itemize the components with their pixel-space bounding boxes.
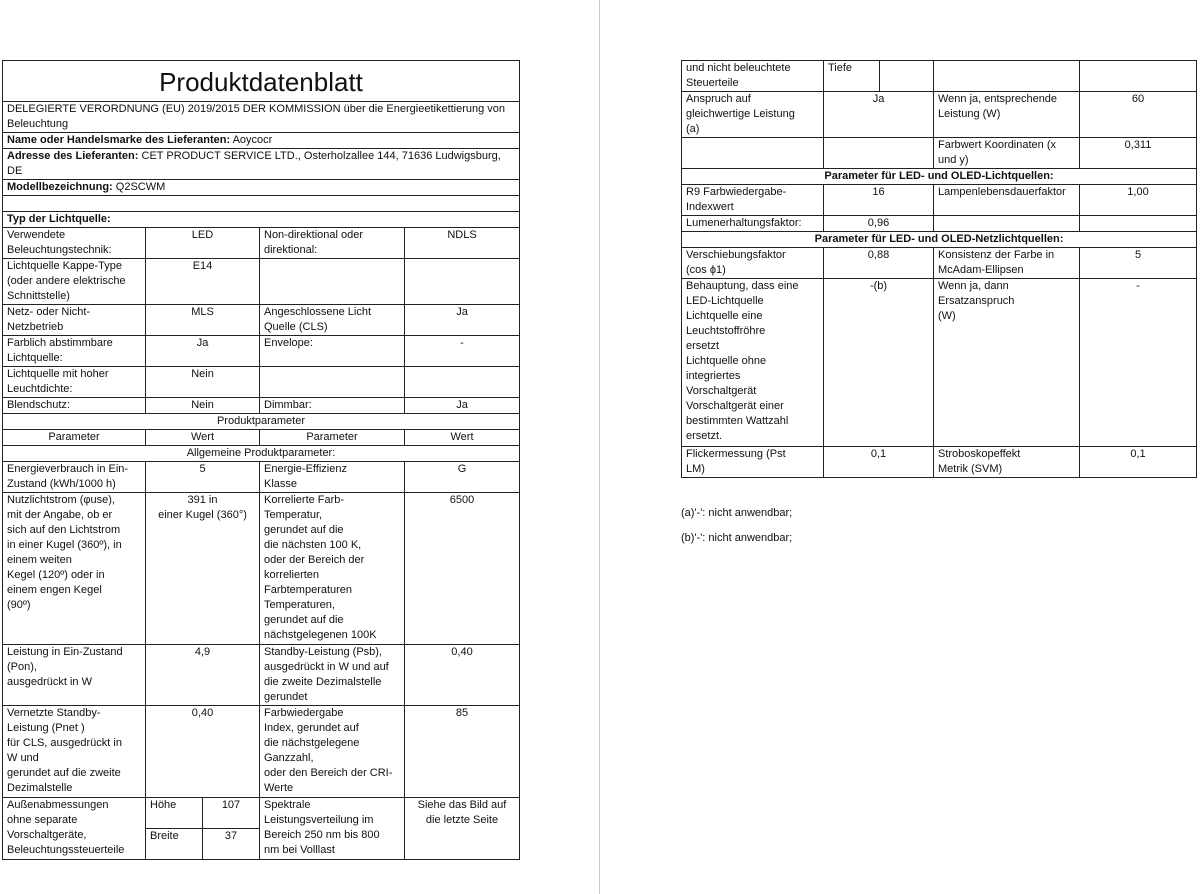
model-label: Modellbezeichnung: bbox=[7, 181, 113, 193]
supplier-label: Name oder Handelsmarke des Lieferanten: bbox=[7, 134, 231, 146]
table-row bbox=[3, 462, 520, 493]
cell: Wenn ja, entsprechende Leistung (W) bbox=[934, 92, 1080, 138]
table-row bbox=[682, 138, 1197, 169]
cell: 391 in einer Kugel (360°) bbox=[146, 493, 260, 645]
cell: Ja bbox=[405, 305, 520, 336]
cell: 1,00 bbox=[1080, 185, 1197, 216]
cell bbox=[405, 259, 520, 305]
cell: LED bbox=[146, 228, 260, 259]
table-row bbox=[682, 92, 1197, 138]
depth-label: Tiefe bbox=[824, 61, 880, 92]
cell: Blendschutz: bbox=[3, 398, 146, 414]
cell: Stroboskopeffekt Metrik (SVM) bbox=[934, 447, 1080, 478]
cell: Spektrale Leistungsverteilung im Bereich 250 nm bis 800 nm bei Volllast bbox=[260, 798, 405, 860]
product-params-heading: Produktparameter bbox=[3, 414, 520, 430]
dimensions-row bbox=[3, 798, 520, 829]
cell: Nein bbox=[146, 367, 260, 398]
height-value: 107 bbox=[203, 798, 260, 829]
supplier-value: Aoycocr bbox=[232, 134, 273, 146]
cell: Verwendete Beleuchtungstechnik: bbox=[3, 228, 146, 259]
cell: Farbwiedergabe Index, gerundet auf die nächstgelegene Ganzzahl, oder den Bereich der CRI- Werte bbox=[260, 706, 405, 798]
cell: Vernetzte Standby- Leistung (Pnet ) für CLS, ausgedrückt in W und gerundet auf die zweite Dezimalstelle bbox=[3, 706, 146, 798]
column-header: Wert bbox=[146, 430, 260, 446]
cell: - bbox=[405, 336, 520, 367]
cell: 5 bbox=[1080, 248, 1197, 279]
cell: 0,40 bbox=[146, 706, 260, 798]
cell bbox=[260, 259, 405, 305]
table-row bbox=[682, 61, 1197, 92]
width-label: Breite bbox=[146, 829, 203, 860]
cell: R9 Farbwiedergabe- Indexwert bbox=[682, 185, 824, 216]
address-value: CET PRODUCT SERVICE LTD., Osterholzallee 144, 71636 Ludwigsburg, DE bbox=[7, 150, 501, 177]
type-heading: Typ der Lichtquelle: bbox=[3, 212, 520, 228]
cell: Energie-Effizienz Klasse bbox=[260, 462, 405, 493]
blank-row bbox=[3, 196, 520, 212]
table-row bbox=[3, 259, 520, 305]
cell: 60 bbox=[1080, 92, 1197, 138]
cell bbox=[880, 61, 934, 92]
cell: Behauptung, dass eine LED-Lichtquelle Lichtquelle eine Leuchtstoffröhre ersetzt Lichtquelle ohne integriertes Vorschaltgerät Vorschaltgerät einer bestimmten Wattzahl ersetzt. bbox=[682, 279, 824, 447]
cell bbox=[405, 367, 520, 398]
cell bbox=[682, 138, 824, 169]
cell: 5 bbox=[146, 462, 260, 493]
address-row bbox=[3, 149, 520, 180]
cell: 0,88 bbox=[824, 248, 934, 279]
cell: Ja bbox=[405, 398, 520, 414]
cell: Siehe das Bild auf die letzte Seite bbox=[405, 798, 520, 860]
width-value: 37 bbox=[203, 829, 260, 860]
cell bbox=[260, 367, 405, 398]
column-header: Wert bbox=[405, 430, 520, 446]
model-value: Q2SCWM bbox=[115, 181, 166, 193]
cell: Farblich abstimmbare Lichtquelle: bbox=[3, 336, 146, 367]
cell: -(b) bbox=[824, 279, 934, 447]
cell: Lumenerhaltungsfaktor: bbox=[682, 216, 824, 232]
cell: Ja bbox=[146, 336, 260, 367]
cell: Lichtquelle mit hoher Leuchtdichte: bbox=[3, 367, 146, 398]
cell: Dimmbar: bbox=[260, 398, 405, 414]
cell: 0,311 bbox=[1080, 138, 1197, 169]
cell bbox=[934, 216, 1080, 232]
cell: Energieverbrauch in Ein- Zustand (kWh/1000 h) bbox=[3, 462, 146, 493]
column-header: Parameter bbox=[3, 430, 146, 446]
cell: Korrelierte Farb- Temperatur, gerundet auf die die nächsten 100 K, oder der Bereich der korrelierten Farbtemperaturen Temperaturen, gerundet auf die nächstgelegenen 100K bbox=[260, 493, 405, 645]
product-datasheet-table bbox=[2, 60, 520, 860]
regulation-text: DELEGIERTE VERORDNUNG (EU) 2019/2015 DER KOMMISSION über die Energieetikettierung von Beleuchtung bbox=[3, 102, 520, 133]
table-row bbox=[682, 447, 1197, 478]
cell: 0,1 bbox=[824, 447, 934, 478]
cell: Nein bbox=[146, 398, 260, 414]
page-separator bbox=[599, 0, 600, 894]
cell: G bbox=[405, 462, 520, 493]
footnote-a: (a)'-': nicht anwendbar; bbox=[681, 507, 793, 519]
table-row bbox=[3, 367, 520, 398]
cell: Nutzlichtstrom (φuse), mit der Angabe, ob er sich auf den Lichtstrom in einer Kugel (360º), in einem weiten Kegel (120º) oder in einem engen Kegel (90º) bbox=[3, 493, 146, 645]
table-row bbox=[3, 305, 520, 336]
cell: Anspruch auf gleichwertige Leistung (a) bbox=[682, 92, 824, 138]
cell: 0,96 bbox=[824, 216, 934, 232]
cell: Lampenlebensdauerfaktor bbox=[934, 185, 1080, 216]
cell bbox=[824, 138, 934, 169]
cell: Lichtquelle Kappe-Type (oder andere elektrische Schnittstelle) bbox=[3, 259, 146, 305]
cell: 6500 bbox=[405, 493, 520, 645]
cell: Netz- oder Nicht- Netzbetrieb bbox=[3, 305, 146, 336]
led-params-heading: Parameter für LED- und OLED-Lichtquellen: bbox=[682, 169, 1197, 185]
table-row bbox=[682, 279, 1197, 447]
cell: Ja bbox=[824, 92, 934, 138]
cell bbox=[934, 61, 1080, 92]
table-row bbox=[682, 216, 1197, 232]
height-label: Höhe bbox=[146, 798, 203, 829]
column-header-row bbox=[3, 430, 520, 446]
table-row bbox=[3, 228, 520, 259]
cell: Standby-Leistung (Psb), ausgedrückt in W und auf die zweite Dezimalstelle gerundet bbox=[260, 645, 405, 706]
table-row bbox=[682, 248, 1197, 279]
table-row bbox=[3, 645, 520, 706]
cell: 0,40 bbox=[405, 645, 520, 706]
cell: Angeschlossene Licht Quelle (CLS) bbox=[260, 305, 405, 336]
table-row bbox=[682, 185, 1197, 216]
table-row bbox=[3, 493, 520, 645]
cell: MLS bbox=[146, 305, 260, 336]
product-datasheet-table-continued bbox=[681, 60, 1197, 478]
cell: 16 bbox=[824, 185, 934, 216]
cell: - bbox=[1080, 279, 1197, 447]
cell: Verschiebungsfaktor (cos ϕ1) bbox=[682, 248, 824, 279]
page-title: Produktdatenblatt bbox=[3, 61, 520, 102]
cell: Konsistenz der Farbe in McAdam-Ellipsen bbox=[934, 248, 1080, 279]
cell: 4,9 bbox=[146, 645, 260, 706]
cell: Wenn ja, dann Ersatzanspruch (W) bbox=[934, 279, 1080, 447]
supplier-row bbox=[3, 133, 520, 149]
net-params-heading: Parameter für LED- und OLED-Netzlichtquellen: bbox=[682, 232, 1197, 248]
cell: und nicht beleuchtete Steuerteile bbox=[682, 61, 824, 92]
cell: NDLS bbox=[405, 228, 520, 259]
cell: E14 bbox=[146, 259, 260, 305]
general-params-heading: Allgemeine Produktparameter: bbox=[3, 446, 520, 462]
cell bbox=[1080, 216, 1197, 232]
address-label: Adresse des Lieferanten: bbox=[7, 150, 139, 162]
model-row bbox=[3, 180, 520, 196]
footnote-b: (b)'-': nicht anwendbar; bbox=[681, 532, 793, 544]
cell: Leistung in Ein-Zustand (Pon), ausgedrückt in W bbox=[3, 645, 146, 706]
table-row bbox=[3, 706, 520, 798]
table-row bbox=[3, 398, 520, 414]
cell bbox=[1080, 61, 1197, 92]
table-row bbox=[3, 336, 520, 367]
cell: 85 bbox=[405, 706, 520, 798]
cell: Non-direktional oder direktional: bbox=[260, 228, 405, 259]
cell: Envelope: bbox=[260, 336, 405, 367]
cell: Flickermessung (Pst LM) bbox=[682, 447, 824, 478]
cell: 0,1 bbox=[1080, 447, 1197, 478]
cell: Farbwert Koordinaten (x und y) bbox=[934, 138, 1080, 169]
cell: Außenabmessungen ohne separate Vorschaltgeräte, Beleuchtungssteuerteile bbox=[3, 798, 146, 860]
column-header: Parameter bbox=[260, 430, 405, 446]
